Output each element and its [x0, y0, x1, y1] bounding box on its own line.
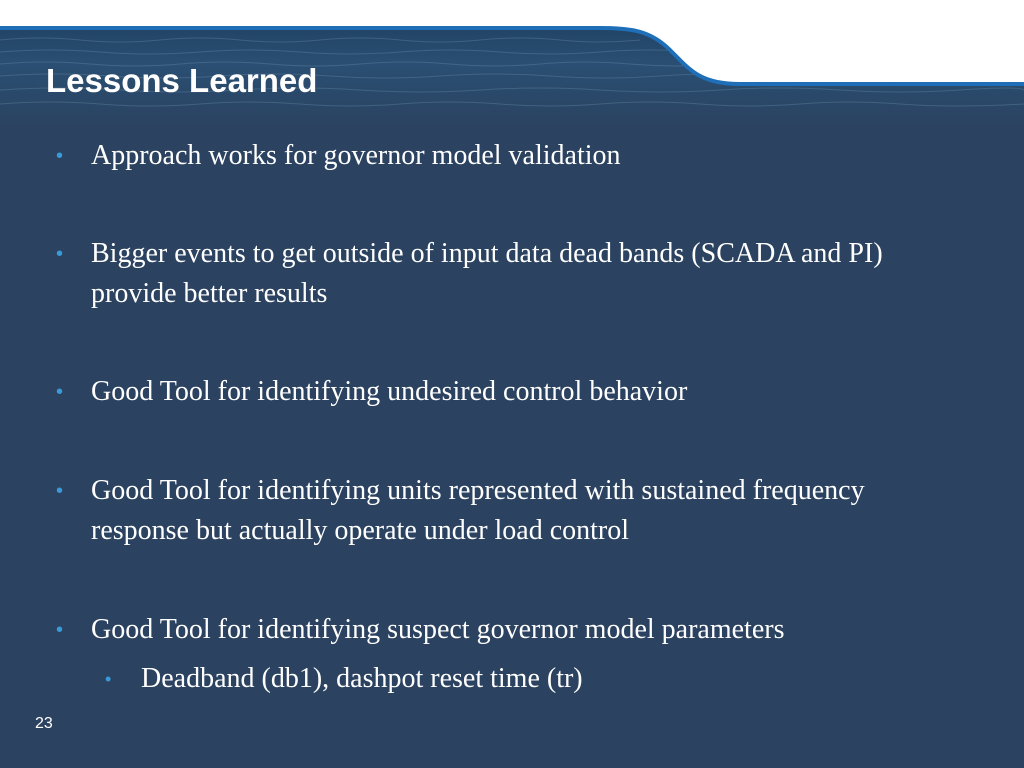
bullet-icon: •: [56, 619, 64, 641]
bullet-icon: •: [105, 669, 112, 689]
page-number: 23: [35, 715, 53, 732]
bullet-text: Good Tool for identifying suspect governor model parameters: [91, 614, 785, 645]
bullet-text: Bigger events to get outside of input data dead bands (SCADA and PI) provide better results: [91, 238, 883, 309]
bullet-icon: •: [56, 480, 64, 502]
slide-title: Lessons Learned: [46, 62, 318, 99]
bullet-text: Approach works for governor model validation: [91, 140, 621, 171]
bullet-item: [56, 372, 956, 412]
bullet-icon: •: [56, 381, 64, 403]
bullet-icon: •: [56, 243, 64, 265]
sub-bullet-text: Deadband (db1), dashpot reset time (tr): [141, 663, 583, 694]
sub-bullet-item: [105, 659, 965, 699]
bullet-text: Good Tool for identifying units represented with sustained frequency response but actually operate under load control: [91, 475, 865, 546]
bullet-item: [56, 610, 956, 650]
bullet-item: [56, 234, 956, 314]
bullet-item: [56, 136, 956, 176]
bullet-text: Good Tool for identifying undesired control behavior: [91, 376, 688, 407]
bullet-icon: •: [56, 145, 64, 167]
bullet-item: [56, 471, 956, 551]
